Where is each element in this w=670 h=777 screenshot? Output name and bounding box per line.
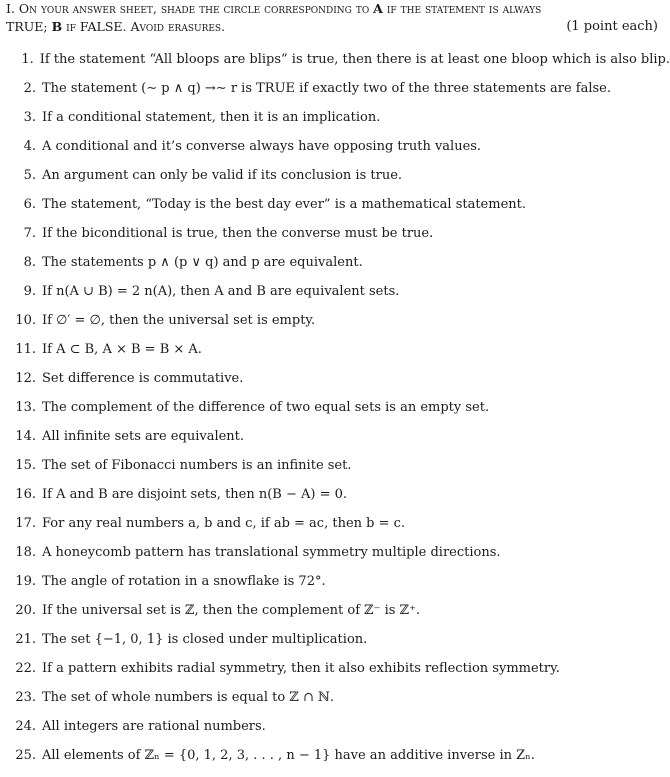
statement-number: 20. bbox=[15, 603, 36, 618]
statement-number: 14. bbox=[15, 429, 36, 444]
statement-item bbox=[0, 364, 670, 393]
statement-item bbox=[0, 248, 670, 277]
statement-text: The statement, “Today is the best day ever” is a mathematical statement. bbox=[42, 197, 527, 212]
instruction-text: if the statement is always bbox=[382, 1, 542, 16]
statement-text: A conditional and it’s converse always have opposing truth values. bbox=[42, 139, 482, 154]
statement-number: 6. bbox=[23, 197, 36, 212]
statement-number: 4. bbox=[23, 139, 36, 154]
statement-number: 11. bbox=[15, 342, 36, 357]
statement-text: An argument can only be valid if its conclusion is true. bbox=[42, 168, 403, 183]
statement-number: 23. bbox=[15, 690, 36, 705]
statement-number: 22. bbox=[15, 661, 36, 676]
statement-number: 9. bbox=[23, 284, 36, 299]
statement-text: The statements p ∧ (p ∨ q) and p are equivalent. bbox=[42, 255, 363, 270]
statement-number: 7. bbox=[23, 226, 36, 241]
statement-item bbox=[0, 741, 670, 770]
statement-number: 25. bbox=[15, 748, 36, 763]
statement-text: All infinite sets are equivalent. bbox=[42, 429, 245, 444]
statement-text: If the statement “All bloops are blips” is true, then there is at least one bloop which is also blip. bbox=[39, 52, 670, 67]
statement-number: 24. bbox=[15, 719, 36, 734]
statement-item bbox=[0, 219, 670, 248]
statement-number: 1. bbox=[21, 52, 34, 67]
statement-text: For any real numbers a, b and c, if ab = ac, then b = c. bbox=[42, 516, 406, 531]
statement-text: If n(A ∪ B) = 2 n(A), then A and B are equivalent sets. bbox=[42, 284, 400, 299]
statement-text: The set of whole numbers is equal to ℤ ∩ ℕ. bbox=[42, 690, 335, 705]
statement-item bbox=[0, 103, 670, 132]
statement-number: 3. bbox=[23, 110, 36, 125]
statement-item bbox=[0, 74, 670, 103]
statement-text: All elements of ℤₙ = {0, 1, 2, 3, . . . , n − 1} have an additive inverse in Zₙ. bbox=[42, 748, 535, 763]
statement-text: The angle of rotation in a snowflake is 72°. bbox=[42, 574, 326, 589]
statement-text: If a pattern exhibits radial symmetry, then it also exhibits reflection symmetry. bbox=[42, 661, 560, 676]
statement-item bbox=[0, 161, 670, 190]
statement-number: 15. bbox=[15, 458, 36, 473]
statement-number: 18. bbox=[15, 545, 36, 560]
statement-number: 21. bbox=[15, 632, 36, 647]
statement-item bbox=[0, 654, 670, 683]
statement-number: 2. bbox=[23, 81, 36, 96]
statement-item bbox=[0, 393, 670, 422]
points-note: (1 point each) bbox=[566, 19, 658, 34]
statement-item bbox=[0, 509, 670, 538]
statement-item bbox=[0, 538, 670, 567]
statement-item bbox=[0, 625, 670, 654]
true-label: TRUE; bbox=[6, 19, 52, 34]
instructions-line-1 bbox=[6, 0, 658, 18]
statement-item bbox=[0, 45, 670, 74]
statement-number: 19. bbox=[15, 574, 36, 589]
statement-number: 8. bbox=[23, 255, 36, 270]
statement-item bbox=[0, 567, 670, 596]
statement-number: 5. bbox=[23, 168, 36, 183]
statement-item bbox=[0, 712, 670, 741]
statement-item bbox=[0, 335, 670, 364]
statement-list bbox=[0, 45, 670, 770]
statement-text: The set {−1, 0, 1} is closed under multiplication. bbox=[42, 632, 368, 647]
statement-number: 10. bbox=[15, 313, 36, 328]
statement-item bbox=[0, 306, 670, 335]
instruction-text: Avoid erasures. bbox=[130, 19, 226, 34]
statement-item bbox=[0, 190, 670, 219]
statement-text: The complement of the difference of two equal sets is an empty set. bbox=[42, 400, 490, 415]
instructions-header bbox=[6, 0, 658, 36]
statement-item bbox=[0, 277, 670, 306]
statement-item bbox=[0, 683, 670, 712]
statement-text: A honeycomb pattern has translational symmetry multiple directions. bbox=[42, 545, 501, 560]
statement-text: If a conditional statement, then it is an implication. bbox=[42, 110, 381, 125]
statement-number: 12. bbox=[15, 371, 36, 386]
statement-item bbox=[0, 422, 670, 451]
statement-number: 17. bbox=[15, 516, 36, 531]
statement-text: If ∅′ = ∅, then the universal set is empty. bbox=[42, 313, 316, 328]
false-label: FALSE. bbox=[79, 19, 131, 34]
statement-text: If the biconditional is true, then the converse must be true. bbox=[42, 226, 434, 241]
statement-item bbox=[0, 451, 670, 480]
statement-text: All integers are rational numbers. bbox=[42, 719, 266, 734]
statement-text: The statement (∼ p ∧ q) →∼ r is TRUE if exactly two of the three statements are false. bbox=[42, 81, 612, 96]
instructions-line-2 bbox=[6, 18, 658, 36]
statement-item bbox=[0, 480, 670, 509]
statement-number: 16. bbox=[15, 487, 36, 502]
statement-item bbox=[0, 596, 670, 625]
instruction-text: On your answer sheet, shade the circle corresponding to bbox=[18, 1, 374, 16]
statement-text: Set difference is commutative. bbox=[42, 371, 244, 386]
statement-item bbox=[0, 132, 670, 161]
statement-text: If A ⊂ B, A × B = B × A. bbox=[42, 342, 202, 357]
section-number: I. bbox=[6, 1, 19, 16]
statement-text: The set of Fibonacci numbers is an infinite set. bbox=[42, 458, 352, 473]
statement-text: If the universal set is ℤ, then the complement of ℤ⁻ is ℤ⁺. bbox=[42, 603, 421, 618]
option-b-label: B bbox=[51, 19, 63, 34]
option-a-label: A bbox=[373, 1, 383, 16]
instruction-text: if bbox=[62, 19, 80, 34]
statement-text: If A and B are disjoint sets, then n(B − A) = 0. bbox=[42, 487, 348, 502]
statement-number: 13. bbox=[15, 400, 36, 415]
